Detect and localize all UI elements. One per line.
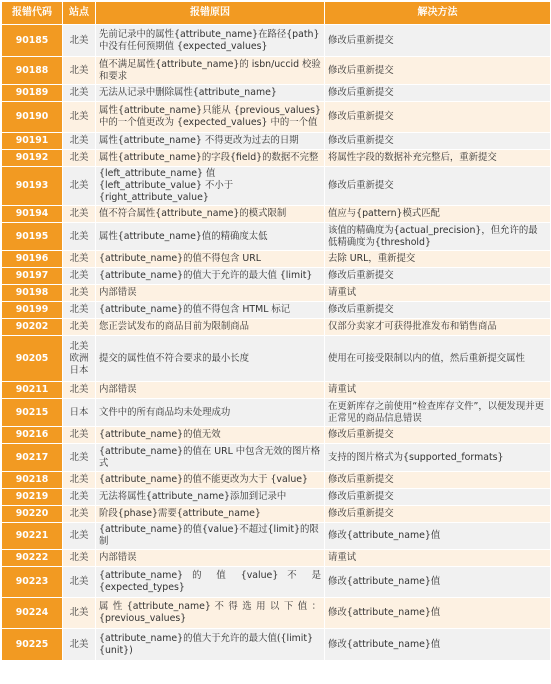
reason-cell: 无法将属性{attribute_name}添加到记录中 xyxy=(96,489,325,506)
table-row xyxy=(2,598,551,629)
fix-cell: 将属性字段的数据补充完整后，重新提交 xyxy=(325,150,551,167)
site-cell: 北美 xyxy=(63,150,96,167)
reason-cell: {attribute_name}的值在 URL 中包含无效的图片格式 xyxy=(96,444,325,472)
code-cell: 90198 xyxy=(2,285,63,302)
reason-cell: 您正尝试发布的商品目前为限制商品 xyxy=(96,319,325,336)
table-row xyxy=(2,489,551,506)
code-cell: 90199 xyxy=(2,302,63,319)
fix-cell: 修改{attribute_name}值 xyxy=(325,567,551,598)
code-cell: 90194 xyxy=(2,206,63,223)
code-cell: 90192 xyxy=(2,150,63,167)
fix-cell: 修改后重新提交 xyxy=(325,506,551,523)
table-row xyxy=(2,472,551,489)
table-row xyxy=(2,251,551,268)
code-cell: 90216 xyxy=(2,427,63,444)
site-cell: 北美 xyxy=(63,251,96,268)
reason-cell: 提交的属性值不符合要求的最小长度 xyxy=(96,336,325,382)
fix-cell: 修改后重新提交 xyxy=(325,427,551,444)
code-cell: 90196 xyxy=(2,251,63,268)
reason-cell: {attribute_name}的值大于允许的最大值 {limit} xyxy=(96,268,325,285)
site-cell: 北美 xyxy=(63,133,96,150)
table-row xyxy=(2,629,551,661)
table-row xyxy=(2,427,551,444)
header-code: 报错代码 xyxy=(2,2,63,25)
site-cell: 北美 xyxy=(63,598,96,629)
table-row xyxy=(2,167,551,206)
fix-cell: 修改后重新提交 xyxy=(325,302,551,319)
fix-cell: 修改后重新提交 xyxy=(325,489,551,506)
site-cell: 北美 xyxy=(63,382,96,399)
code-cell: 90221 xyxy=(2,523,63,550)
table-row xyxy=(2,336,551,382)
code-cell: 90217 xyxy=(2,444,63,472)
code-cell: 90219 xyxy=(2,489,63,506)
site-cell: 日本 xyxy=(63,399,96,427)
fix-cell: 修改后重新提交 xyxy=(325,102,551,133)
fix-cell: 值应与{pattern}模式匹配 xyxy=(325,206,551,223)
reason-cell: 先前记录中的属性{attribute_name}在路径{path}中没有任何预期值 {expected_values} xyxy=(96,25,325,57)
reason-cell: 属性{attribute_name}只能从 {previous_values}中的一个值更改为 {expected_values} 中的一个值 xyxy=(96,102,325,133)
code-cell: 90185 xyxy=(2,25,63,57)
reason-cell: {attribute_name}的值{value}不超过{limit}的限制 xyxy=(96,523,325,550)
table-body xyxy=(2,25,551,661)
table-row xyxy=(2,550,551,567)
site-cell: 北美 xyxy=(63,206,96,223)
code-cell: 90215 xyxy=(2,399,63,427)
header-fix: 解决方法 xyxy=(325,2,551,25)
site-cell: 北美 xyxy=(63,567,96,598)
code-cell: 90223 xyxy=(2,567,63,598)
reason-cell: 文件中的所有商品均未处理成功 xyxy=(96,399,325,427)
site-cell: 北美 xyxy=(63,444,96,472)
fix-cell: 在更新库存之前使用“检查库存文件”，以便发现并更正常见的商品信息错误 xyxy=(325,399,551,427)
table-row xyxy=(2,285,551,302)
table-row xyxy=(2,567,551,598)
code-cell: 90220 xyxy=(2,506,63,523)
reason-cell: 内部错误 xyxy=(96,382,325,399)
table-row xyxy=(2,268,551,285)
site-cell: 北美 xyxy=(63,25,96,57)
code-cell: 90190 xyxy=(2,102,63,133)
code-cell: 90224 xyxy=(2,598,63,629)
table-row xyxy=(2,399,551,427)
reason-cell: {attribute_name}的值大于允许的最大值({limit}{unit}) xyxy=(96,629,325,661)
fix-cell: 仅部分卖家才可获得批准发布和销售商品 xyxy=(325,319,551,336)
fix-cell: 修改后重新提交 xyxy=(325,472,551,489)
code-cell: 90211 xyxy=(2,382,63,399)
site-cell: 北美 欧洲 日本 xyxy=(63,336,96,382)
fix-cell: 请重试 xyxy=(325,550,551,567)
fix-cell: 修改后重新提交 xyxy=(325,25,551,57)
table-row xyxy=(2,25,551,57)
table-row xyxy=(2,523,551,550)
fix-cell: 修改后重新提交 xyxy=(325,167,551,206)
table-row xyxy=(2,223,551,251)
table-row xyxy=(2,133,551,150)
reason-cell: 无法从记录中删除属性{attribute_name} xyxy=(96,85,325,102)
code-cell: 90222 xyxy=(2,550,63,567)
reason-cell: 阶段{phase}需要{attribute_name} xyxy=(96,506,325,523)
code-cell: 90205 xyxy=(2,336,63,382)
header-reason: 报错原因 xyxy=(96,2,325,25)
reason-cell: 内部错误 xyxy=(96,550,325,567)
code-cell: 90195 xyxy=(2,223,63,251)
table-row xyxy=(2,382,551,399)
fix-cell: 修改{attribute_name}值 xyxy=(325,523,551,550)
site-cell: 北美 xyxy=(63,506,96,523)
error-code-table-container xyxy=(1,1,550,661)
fix-cell: 修改后重新提交 xyxy=(325,133,551,150)
code-cell: 90188 xyxy=(2,57,63,85)
site-cell: 北美 xyxy=(63,268,96,285)
site-cell: 北美 xyxy=(63,427,96,444)
fix-cell: 去除 URL，重新提交 xyxy=(325,251,551,268)
table-row xyxy=(2,57,551,85)
site-cell: 北美 xyxy=(63,629,96,661)
table-header-row xyxy=(2,2,551,25)
site-cell: 北美 xyxy=(63,550,96,567)
fix-cell: 修改后重新提交 xyxy=(325,85,551,102)
site-cell: 北美 xyxy=(63,472,96,489)
table-row xyxy=(2,150,551,167)
fix-cell: 使用在可接受限制以内的值，然后重新提交属性 xyxy=(325,336,551,382)
reason-cell: 属性{attribute_name}的字段{field}的数据不完整 xyxy=(96,150,325,167)
table-row xyxy=(2,85,551,102)
code-cell: 90202 xyxy=(2,319,63,336)
site-cell: 北美 xyxy=(63,57,96,85)
fix-cell: 请重试 xyxy=(325,285,551,302)
fix-cell: 支持的图片格式为{supported_formats} xyxy=(325,444,551,472)
site-cell: 北美 xyxy=(63,223,96,251)
fix-cell: 修改后重新提交 xyxy=(325,268,551,285)
error-code-table xyxy=(1,1,551,661)
table-row xyxy=(2,102,551,133)
site-cell: 北美 xyxy=(63,102,96,133)
reason-cell: {attribute_name}的值不得包含 URL xyxy=(96,251,325,268)
code-cell: 90191 xyxy=(2,133,63,150)
site-cell: 北美 xyxy=(63,285,96,302)
table-row xyxy=(2,302,551,319)
reason-cell: 内部错误 xyxy=(96,285,325,302)
site-cell: 北美 xyxy=(63,489,96,506)
table-row xyxy=(2,506,551,523)
code-cell: 90189 xyxy=(2,85,63,102)
site-cell: 北美 xyxy=(63,523,96,550)
table-row xyxy=(2,319,551,336)
fix-cell: 请重试 xyxy=(325,382,551,399)
fix-cell: 修改后重新提交 xyxy=(325,57,551,85)
code-cell: 90218 xyxy=(2,472,63,489)
reason-cell: {attribute_name} 的 值 {value} 不 是 {expected_types} xyxy=(96,567,325,598)
reason-cell: 属性{attribute_name}值的精确度太低 xyxy=(96,223,325,251)
reason-cell: {attribute_name}的值无效 xyxy=(96,427,325,444)
table-row xyxy=(2,444,551,472)
header-site: 站点 xyxy=(63,2,96,25)
reason-cell: {attribute_name}的值不得包含 HTML 标记 xyxy=(96,302,325,319)
code-cell: 90225 xyxy=(2,629,63,661)
table-row xyxy=(2,206,551,223)
fix-cell: 修改{attribute_name}值 xyxy=(325,629,551,661)
site-cell: 北美 xyxy=(63,85,96,102)
site-cell: 北美 xyxy=(63,167,96,206)
fix-cell: 修改{attribute_name}值 xyxy=(325,598,551,629)
fix-cell: 该值的精确度为{actual_precision}，但允许的最低精确度为{threshold} xyxy=(325,223,551,251)
reason-cell: {attribute_name}的值不能更改为大于 {value} xyxy=(96,472,325,489)
code-cell: 90197 xyxy=(2,268,63,285)
reason-cell: 值不符合属性{attribute_name}的模式限制 xyxy=(96,206,325,223)
reason-cell: 属 性 {attribute_name} 不 得 选 用 以 下 值 ：{previous_values} xyxy=(96,598,325,629)
reason-cell: 值不满足属性{attribute_name}的 isbn/uccid 校验和要求 xyxy=(96,57,325,85)
reason-cell: {left_attribute_name} 值 {left_attribute_value} 不小于{right_attribute_value} xyxy=(96,167,325,206)
site-cell: 北美 xyxy=(63,302,96,319)
code-cell: 90193 xyxy=(2,167,63,206)
site-cell: 北美 xyxy=(63,319,96,336)
reason-cell: 属性{attribute_name} 不得更改为过去的日期 xyxy=(96,133,325,150)
